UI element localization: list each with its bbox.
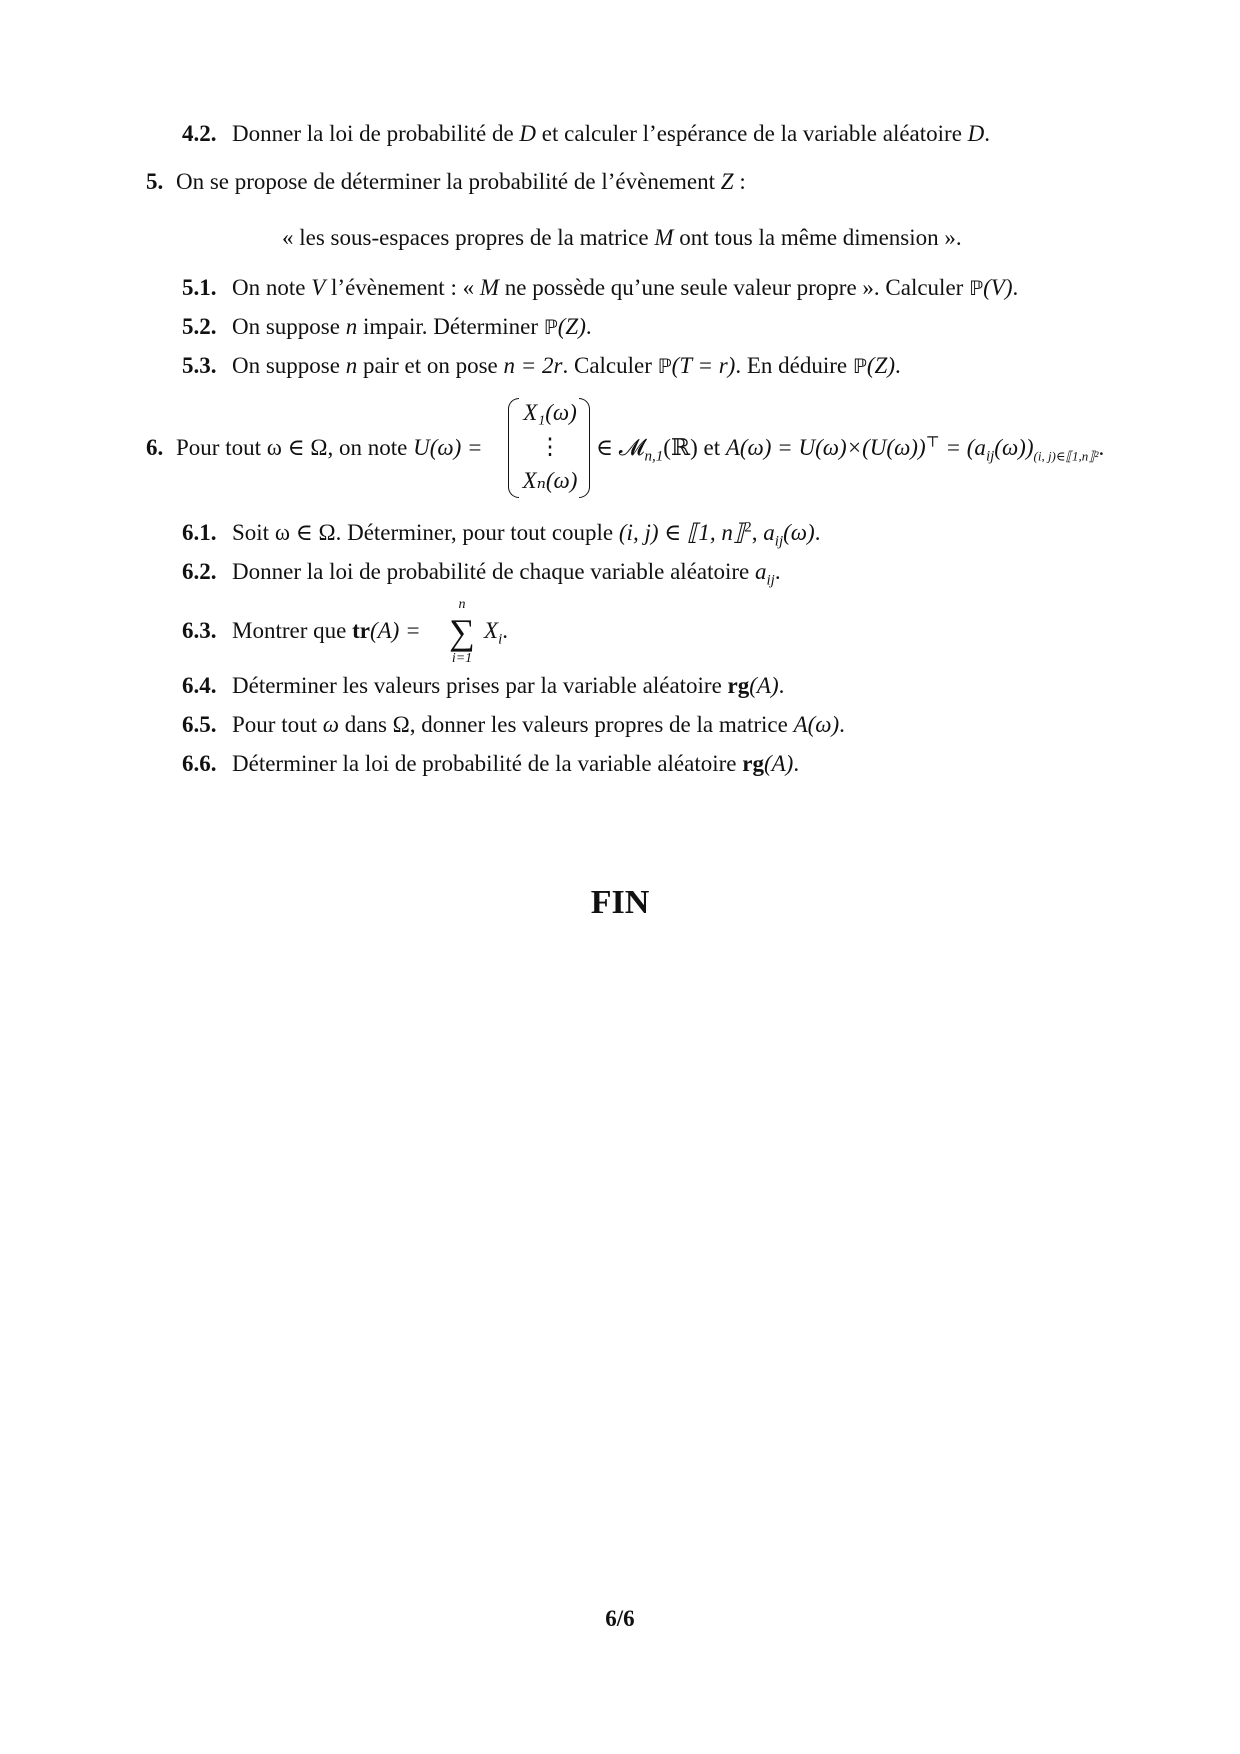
vector-entry-first: X₁(ω) <box>523 400 577 425</box>
math-subscript: n,1 <box>644 448 664 465</box>
math-var: n <box>345 314 358 339</box>
question-5-2 <box>182 313 592 341</box>
question-text: . <box>793 751 800 776</box>
math-var: a <box>763 520 775 545</box>
question-text: , <box>751 520 764 545</box>
question-text: . <box>814 520 821 545</box>
question-4-2 <box>182 120 990 148</box>
question-text: On suppose <box>232 314 346 339</box>
question-5-1 <box>182 274 1018 302</box>
math-expression: (Z) <box>866 353 896 378</box>
probability-symbol: ℙ <box>543 315 558 339</box>
question-number: 6.4. <box>182 673 217 698</box>
question-text: . En déduire <box>735 353 853 378</box>
question-text: Pour tout <box>232 712 323 737</box>
math-var: M <box>479 275 500 300</box>
question-text: . <box>895 353 901 378</box>
event-definition-quote <box>282 224 962 252</box>
math-var: ω <box>322 712 339 737</box>
question-text: . <box>984 121 991 146</box>
math-expression: (A) <box>749 673 779 698</box>
question-6-5 <box>182 711 845 739</box>
math-expression: (ω)) <box>994 435 1034 460</box>
question-number: 5.3. <box>182 353 217 378</box>
question-text: et calculer l’espérance de la variable aléatoire <box>536 121 968 146</box>
probability-symbol: ℙ <box>657 354 672 378</box>
right-parenthesis <box>579 398 590 498</box>
math-expression: (V) <box>983 275 1013 300</box>
math-expression: (i, j) ∈ ⟦1, n⟧ <box>618 520 745 545</box>
sum-symbol: ∑ <box>449 612 475 652</box>
vector-entry-dots: ⋮ <box>538 434 562 459</box>
question-text: On suppose <box>232 353 346 378</box>
question-6-4 <box>182 672 784 700</box>
question-6 <box>146 434 483 462</box>
math-expression: (ℝ) et <box>663 435 726 460</box>
trace-operator: tr <box>352 618 370 643</box>
question-text: Soit ω ∈ Ω. Déterminer, pour tout couple <box>232 520 619 545</box>
summation <box>442 598 482 668</box>
question-number: 6. <box>146 435 164 460</box>
vector-entry-last: Xₙ(ω) <box>522 468 578 493</box>
math-var: X <box>484 618 499 643</box>
left-parenthesis <box>508 398 519 498</box>
question-number: 5.1. <box>182 275 217 300</box>
question-6-continued <box>596 434 1105 465</box>
question-text: Déterminer les valeurs prises par la variable aléatoire <box>232 673 728 698</box>
question-text: Montrer que <box>232 618 353 643</box>
math-expression: (A) = <box>369 618 421 643</box>
question-number: 6.1. <box>182 520 217 545</box>
math-superscript: ⊤ <box>925 434 940 451</box>
question-number: 5.2. <box>182 314 217 339</box>
math-subscript: i <box>498 631 503 648</box>
column-vector-u <box>508 398 590 498</box>
math-expression: U(ω) = <box>413 435 483 460</box>
question-text: . <box>1098 435 1105 460</box>
question-6-6 <box>182 750 799 778</box>
question-number: 5. <box>146 169 164 194</box>
probability-symbol: ℙ <box>852 354 867 378</box>
question-text: . <box>1012 275 1019 300</box>
question-text: ne possède qu’une seule valeur propre ». Calculer <box>499 275 970 300</box>
math-expression: (Z) <box>557 314 586 339</box>
question-text: . <box>774 559 781 584</box>
question-text: : <box>733 169 746 194</box>
quote-text: ont tous la même dimension ». <box>673 225 962 250</box>
question-text: . <box>502 618 508 643</box>
math-expression: = (a <box>939 435 986 460</box>
rank-operator: rg <box>727 673 750 698</box>
math-var: Z <box>720 169 734 194</box>
math-var: D <box>967 121 985 146</box>
question-text: On note <box>232 275 312 300</box>
question-text: Déterminer la loi de probabilité de la variable aléatoire <box>232 751 743 776</box>
question-text: impair. Déterminer <box>357 314 544 339</box>
math-expression: A(ω) = U(ω)×(U(ω)) <box>725 435 926 460</box>
sum-upper-bound: n <box>458 597 466 612</box>
question-number: 6.3. <box>182 618 217 643</box>
end-mark: FIN <box>590 884 650 921</box>
math-subscript: ij <box>774 533 784 550</box>
page-number: 6/6 <box>605 1606 635 1631</box>
math-expression: A(ω) <box>793 712 840 737</box>
math-expression: n = 2r <box>503 353 563 378</box>
math-var: V <box>311 275 326 300</box>
question-text: . <box>585 314 592 339</box>
question-6-1 <box>182 519 821 550</box>
math-expression: (A) <box>763 751 794 776</box>
question-number: 4.2. <box>182 121 217 146</box>
quote-text: « les sous-espaces propres de la matrice <box>282 225 655 250</box>
question-text: l’évènement : « <box>325 275 480 300</box>
question-text: pair et on pose <box>357 353 504 378</box>
math-subscript: ij <box>985 448 995 465</box>
question-text: Donner la loi de probabilité de chaque variable aléatoire <box>232 559 756 584</box>
question-text: On se propose de déterminer la probabilité de l’évènement <box>176 169 721 194</box>
math-expression: ∈ 𝓜 <box>596 435 645 460</box>
probability-symbol: ℙ <box>969 276 984 300</box>
math-var: M <box>654 225 674 250</box>
question-text: . <box>839 712 845 737</box>
math-superscript: 2 <box>744 519 752 536</box>
question-number: 6.6. <box>182 751 217 776</box>
math-var: n <box>345 353 358 378</box>
math-subscript: ij <box>766 572 775 589</box>
rank-operator: rg <box>742 751 764 776</box>
question-6-2 <box>182 558 781 589</box>
math-expression: (T = r) <box>671 353 736 378</box>
question-number: 6.5. <box>182 712 217 737</box>
question-number: 6.2. <box>182 559 217 584</box>
question-6-3-continued <box>484 617 508 648</box>
question-5 <box>146 168 746 196</box>
question-text: Pour tout ω ∈ Ω, on note <box>176 435 414 460</box>
question-text: . Calculer <box>562 353 658 378</box>
question-6-3 <box>182 617 421 645</box>
math-var: D <box>519 121 537 146</box>
math-subscript: (i, j)∈⟦1,n⟧² <box>1033 448 1099 464</box>
question-text: dans Ω, donner les valeurs propres de la matrice <box>338 712 794 737</box>
sum-lower-bound: i=1 <box>451 651 473 666</box>
question-text: Donner la loi de probabilité de <box>232 121 520 146</box>
question-5-3 <box>182 352 901 380</box>
math-expression: (ω) <box>783 520 815 545</box>
question-text: . <box>778 673 785 698</box>
math-var: a <box>755 559 767 584</box>
